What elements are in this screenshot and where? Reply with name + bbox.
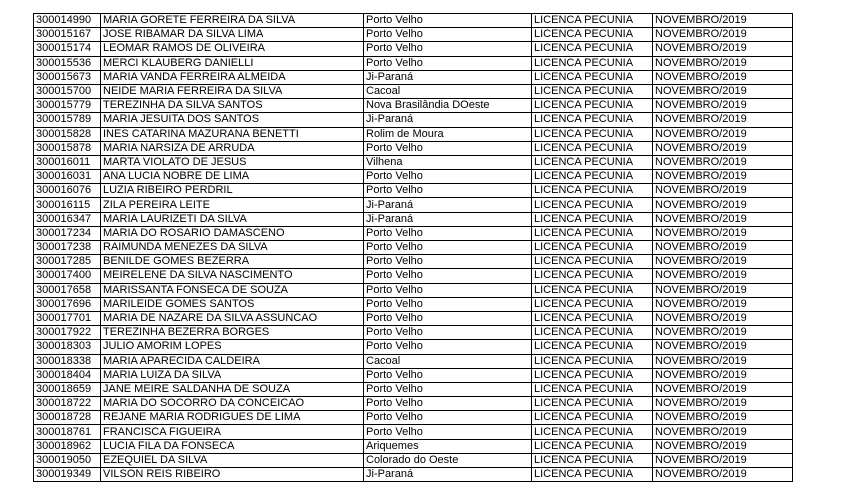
table-row <box>34 354 793 368</box>
employee-name-cell: MARIA JESUITA DOS SANTOS <box>101 113 364 127</box>
reference-month-cell: NOVEMBRO/2019 <box>653 283 793 297</box>
employee-id-cell: 300018303 <box>34 340 101 354</box>
table-row <box>34 411 793 425</box>
reference-month-cell: NOVEMBRO/2019 <box>653 297 793 311</box>
employee-id-cell: 300016031 <box>34 170 101 184</box>
city-cell: Vilhena <box>364 155 532 169</box>
table-row <box>34 28 793 42</box>
employee-id-cell: 300018761 <box>34 425 101 439</box>
employee-name-cell: MARIA APARECIDA CALDEIRA <box>101 354 364 368</box>
employee-name-cell: TEREZINHA DA SILVA SANTOS <box>101 99 364 113</box>
city-cell: Nova Brasilândia DOeste <box>364 99 532 113</box>
employee-id-cell: 300017658 <box>34 283 101 297</box>
employee-id-cell: 300015789 <box>34 113 101 127</box>
benefit-type-cell: LICENCA PECUNIA <box>532 42 653 56</box>
employee-id-cell: 300018659 <box>34 382 101 396</box>
employee-name-cell: TEREZINHA BEZERRA BORGES <box>101 326 364 340</box>
benefit-type-cell: LICENCA PECUNIA <box>532 326 653 340</box>
city-cell: Porto Velho <box>364 141 532 155</box>
benefit-type-cell: LICENCA PECUNIA <box>532 127 653 141</box>
reference-month-cell: NOVEMBRO/2019 <box>653 241 793 255</box>
employee-id-cell: 300017400 <box>34 269 101 283</box>
benefit-type-cell: LICENCA PECUNIA <box>532 297 653 311</box>
reference-month-cell: NOVEMBRO/2019 <box>653 468 793 482</box>
employee-id-cell: 300016076 <box>34 184 101 198</box>
reference-month-cell: NOVEMBRO/2019 <box>653 411 793 425</box>
city-cell: Ji-Paraná <box>364 468 532 482</box>
city-cell: Porto Velho <box>364 368 532 382</box>
employee-name-cell: LUCIA FILA DA FONSECA <box>101 439 364 453</box>
reference-month-cell: NOVEMBRO/2019 <box>653 326 793 340</box>
table-row <box>34 425 793 439</box>
employee-table <box>33 13 793 482</box>
city-cell: Ariquemes <box>364 439 532 453</box>
employee-name-cell: MARIA GORETE FERREIRA DA SILVA <box>101 14 364 28</box>
employee-id-cell: 300016347 <box>34 212 101 226</box>
reference-month-cell: NOVEMBRO/2019 <box>653 340 793 354</box>
reference-month-cell: NOVEMBRO/2019 <box>653 155 793 169</box>
employee-name-cell: MARTA VIOLATO DE JESUS <box>101 155 364 169</box>
table-row <box>34 226 793 240</box>
employee-name-cell: VILSON REIS RIBEIRO <box>101 468 364 482</box>
city-cell: Porto Velho <box>364 28 532 42</box>
employee-id-cell: 300017922 <box>34 326 101 340</box>
benefit-type-cell: LICENCA PECUNIA <box>532 155 653 169</box>
benefit-type-cell: LICENCA PECUNIA <box>532 99 653 113</box>
table-row <box>34 326 793 340</box>
employee-name-cell: ZILA PEREIRA LEITE <box>101 198 364 212</box>
employee-id-cell: 300017285 <box>34 255 101 269</box>
city-cell: Porto Velho <box>364 14 532 28</box>
table-row <box>34 311 793 325</box>
benefit-type-cell: LICENCA PECUNIA <box>532 184 653 198</box>
benefit-type-cell: LICENCA PECUNIA <box>532 226 653 240</box>
benefit-type-cell: LICENCA PECUNIA <box>532 453 653 467</box>
benefit-type-cell: LICENCA PECUNIA <box>532 255 653 269</box>
table-row <box>34 212 793 226</box>
employee-name-cell: MARISSANTA FONSECA DE SOUZA <box>101 283 364 297</box>
city-cell: Cacoal <box>364 354 532 368</box>
employee-table-body <box>34 14 793 482</box>
benefit-type-cell: LICENCA PECUNIA <box>532 170 653 184</box>
reference-month-cell: NOVEMBRO/2019 <box>653 28 793 42</box>
benefit-type-cell: LICENCA PECUNIA <box>532 397 653 411</box>
table-row <box>34 155 793 169</box>
employee-id-cell: 300017701 <box>34 311 101 325</box>
employee-name-cell: EZEQUIEL DA SILVA <box>101 453 364 467</box>
employee-id-cell: 300019050 <box>34 453 101 467</box>
table-row <box>34 141 793 155</box>
benefit-type-cell: LICENCA PECUNIA <box>532 14 653 28</box>
employee-name-cell: NEIDE MARIA FERREIRA DA SILVA <box>101 84 364 98</box>
reference-month-cell: NOVEMBRO/2019 <box>653 184 793 198</box>
reference-month-cell: NOVEMBRO/2019 <box>653 56 793 70</box>
benefit-type-cell: LICENCA PECUNIA <box>532 269 653 283</box>
table-row <box>34 113 793 127</box>
benefit-type-cell: LICENCA PECUNIA <box>532 425 653 439</box>
employee-id-cell: 300015779 <box>34 99 101 113</box>
table-row <box>34 99 793 113</box>
employee-name-cell: LEOMAR RAMOS DE OLIVEIRA <box>101 42 364 56</box>
benefit-type-cell: LICENCA PECUNIA <box>532 439 653 453</box>
employee-id-cell: 300015700 <box>34 84 101 98</box>
city-cell: Porto Velho <box>364 340 532 354</box>
reference-month-cell: NOVEMBRO/2019 <box>653 99 793 113</box>
employee-name-cell: MERCI KLAUBERG DANIELLI <box>101 56 364 70</box>
employee-name-cell: MEIRELENE DA SILVA NASCIMENTO <box>101 269 364 283</box>
employee-name-cell: MARIA LUIZA DA SILVA <box>101 368 364 382</box>
reference-month-cell: NOVEMBRO/2019 <box>653 226 793 240</box>
city-cell: Porto Velho <box>364 226 532 240</box>
benefit-type-cell: LICENCA PECUNIA <box>532 311 653 325</box>
city-cell: Porto Velho <box>364 269 532 283</box>
city-cell: Ji-Paraná <box>364 70 532 84</box>
employee-id-cell: 300018338 <box>34 354 101 368</box>
employee-name-cell: JOSE RIBAMAR DA SILVA LIMA <box>101 28 364 42</box>
reference-month-cell: NOVEMBRO/2019 <box>653 425 793 439</box>
table-row <box>34 397 793 411</box>
employee-name-cell: REJANE MARIA RODRIGUES DE LIMA <box>101 411 364 425</box>
benefit-type-cell: LICENCA PECUNIA <box>532 354 653 368</box>
employee-id-cell: 300015174 <box>34 42 101 56</box>
employee-id-cell: 300018722 <box>34 397 101 411</box>
city-cell: Porto Velho <box>364 56 532 70</box>
employee-name-cell: MARIA LAURIZETI DA SILVA <box>101 212 364 226</box>
employee-name-cell: LUZIA RIBEIRO PERDRIL <box>101 184 364 198</box>
reference-month-cell: NOVEMBRO/2019 <box>653 14 793 28</box>
employee-id-cell: 300018404 <box>34 368 101 382</box>
city-cell: Rolim de Moura <box>364 127 532 141</box>
employee-id-cell: 300017238 <box>34 241 101 255</box>
benefit-type-cell: LICENCA PECUNIA <box>532 28 653 42</box>
benefit-type-cell: LICENCA PECUNIA <box>532 340 653 354</box>
table-row <box>34 340 793 354</box>
benefit-type-cell: LICENCA PECUNIA <box>532 468 653 482</box>
employee-id-cell: 300015673 <box>34 70 101 84</box>
city-cell: Porto Velho <box>364 170 532 184</box>
employee-id-cell: 300018728 <box>34 411 101 425</box>
table-row <box>34 368 793 382</box>
employee-id-cell: 300017696 <box>34 297 101 311</box>
reference-month-cell: NOVEMBRO/2019 <box>653 127 793 141</box>
reference-month-cell: NOVEMBRO/2019 <box>653 311 793 325</box>
reference-month-cell: NOVEMBRO/2019 <box>653 397 793 411</box>
benefit-type-cell: LICENCA PECUNIA <box>532 241 653 255</box>
benefit-type-cell: LICENCA PECUNIA <box>532 84 653 98</box>
reference-month-cell: NOVEMBRO/2019 <box>653 439 793 453</box>
table-row <box>34 453 793 467</box>
table-row <box>34 198 793 212</box>
table-row <box>34 297 793 311</box>
employee-name-cell: MARIA VANDA FERREIRA ALMEIDA <box>101 70 364 84</box>
employee-name-cell: JULIO AMORIM LOPES <box>101 340 364 354</box>
table-row <box>34 255 793 269</box>
employee-name-cell: MARIA DO ROSARIO DAMASCENO <box>101 226 364 240</box>
benefit-type-cell: LICENCA PECUNIA <box>532 56 653 70</box>
employee-id-cell: 300015167 <box>34 28 101 42</box>
table-row <box>34 56 793 70</box>
benefit-type-cell: LICENCA PECUNIA <box>532 198 653 212</box>
employee-id-cell: 300015828 <box>34 127 101 141</box>
table-row <box>34 127 793 141</box>
employee-name-cell: BENILDE GOMES BEZERRA <box>101 255 364 269</box>
reference-month-cell: NOVEMBRO/2019 <box>653 84 793 98</box>
city-cell: Porto Velho <box>364 411 532 425</box>
employee-id-cell: 300019349 <box>34 468 101 482</box>
city-cell: Ji-Paraná <box>364 212 532 226</box>
reference-month-cell: NOVEMBRO/2019 <box>653 382 793 396</box>
benefit-type-cell: LICENCA PECUNIA <box>532 113 653 127</box>
table-row <box>34 269 793 283</box>
reference-month-cell: NOVEMBRO/2019 <box>653 113 793 127</box>
city-cell: Porto Velho <box>364 425 532 439</box>
employee-id-cell: 300018962 <box>34 439 101 453</box>
table-row <box>34 382 793 396</box>
table-row <box>34 84 793 98</box>
reference-month-cell: NOVEMBRO/2019 <box>653 453 793 467</box>
employee-name-cell: FRANCISCA FIGUEIRA <box>101 425 364 439</box>
table-row <box>34 468 793 482</box>
city-cell: Porto Velho <box>364 297 532 311</box>
employee-name-cell: JANE MEIRE SALDANHA DE SOUZA <box>101 382 364 396</box>
employee-name-cell: MARILEIDE GOMES SANTOS <box>101 297 364 311</box>
reference-month-cell: NOVEMBRO/2019 <box>653 212 793 226</box>
table-row <box>34 170 793 184</box>
benefit-type-cell: LICENCA PECUNIA <box>532 382 653 396</box>
benefit-type-cell: LICENCA PECUNIA <box>532 212 653 226</box>
city-cell: Porto Velho <box>364 397 532 411</box>
benefit-type-cell: LICENCA PECUNIA <box>532 141 653 155</box>
city-cell: Porto Velho <box>364 382 532 396</box>
table-row <box>34 283 793 297</box>
benefit-type-cell: LICENCA PECUNIA <box>532 70 653 84</box>
table-row <box>34 42 793 56</box>
city-cell: Porto Velho <box>364 184 532 198</box>
reference-month-cell: NOVEMBRO/2019 <box>653 170 793 184</box>
benefit-type-cell: LICENCA PECUNIA <box>532 368 653 382</box>
city-cell: Porto Velho <box>364 311 532 325</box>
reference-month-cell: NOVEMBRO/2019 <box>653 141 793 155</box>
benefit-type-cell: LICENCA PECUNIA <box>532 411 653 425</box>
employee-id-cell: 300015878 <box>34 141 101 155</box>
city-cell: Porto Velho <box>364 241 532 255</box>
city-cell: Porto Velho <box>364 255 532 269</box>
employee-name-cell: ANA LUCIA NOBRE DE LIMA <box>101 170 364 184</box>
table-row <box>34 14 793 28</box>
reference-month-cell: NOVEMBRO/2019 <box>653 42 793 56</box>
reference-month-cell: NOVEMBRO/2019 <box>653 255 793 269</box>
employee-id-cell: 300016011 <box>34 155 101 169</box>
city-cell: Porto Velho <box>364 283 532 297</box>
employee-name-cell: MARIA NARSIZA DE ARRUDA <box>101 141 364 155</box>
employee-name-cell: RAIMUNDA MENEZES DA SILVA <box>101 241 364 255</box>
city-cell: Porto Velho <box>364 42 532 56</box>
reference-month-cell: NOVEMBRO/2019 <box>653 269 793 283</box>
table-row <box>34 439 793 453</box>
city-cell: Ji-Paraná <box>364 198 532 212</box>
city-cell: Ji-Paraná <box>364 113 532 127</box>
employee-name-cell: MARIA DO SOCORRO DA CONCEICAO <box>101 397 364 411</box>
employee-id-cell: 300015536 <box>34 56 101 70</box>
reference-month-cell: NOVEMBRO/2019 <box>653 70 793 84</box>
city-cell: Cacoal <box>364 84 532 98</box>
employee-id-cell: 300014990 <box>34 14 101 28</box>
employee-name-cell: INES CATARINA MAZURANA BENETTI <box>101 127 364 141</box>
employee-id-cell: 300016115 <box>34 198 101 212</box>
employee-id-cell: 300017234 <box>34 226 101 240</box>
city-cell: Colorado do Oeste <box>364 453 532 467</box>
table-row <box>34 70 793 84</box>
table-row <box>34 184 793 198</box>
employee-name-cell: MARIA DE NAZARE DA SILVA ASSUNCAO <box>101 311 364 325</box>
table-row <box>34 241 793 255</box>
benefit-type-cell: LICENCA PECUNIA <box>532 283 653 297</box>
reference-month-cell: NOVEMBRO/2019 <box>653 354 793 368</box>
city-cell: Porto Velho <box>364 326 532 340</box>
reference-month-cell: NOVEMBRO/2019 <box>653 368 793 382</box>
reference-month-cell: NOVEMBRO/2019 <box>653 198 793 212</box>
